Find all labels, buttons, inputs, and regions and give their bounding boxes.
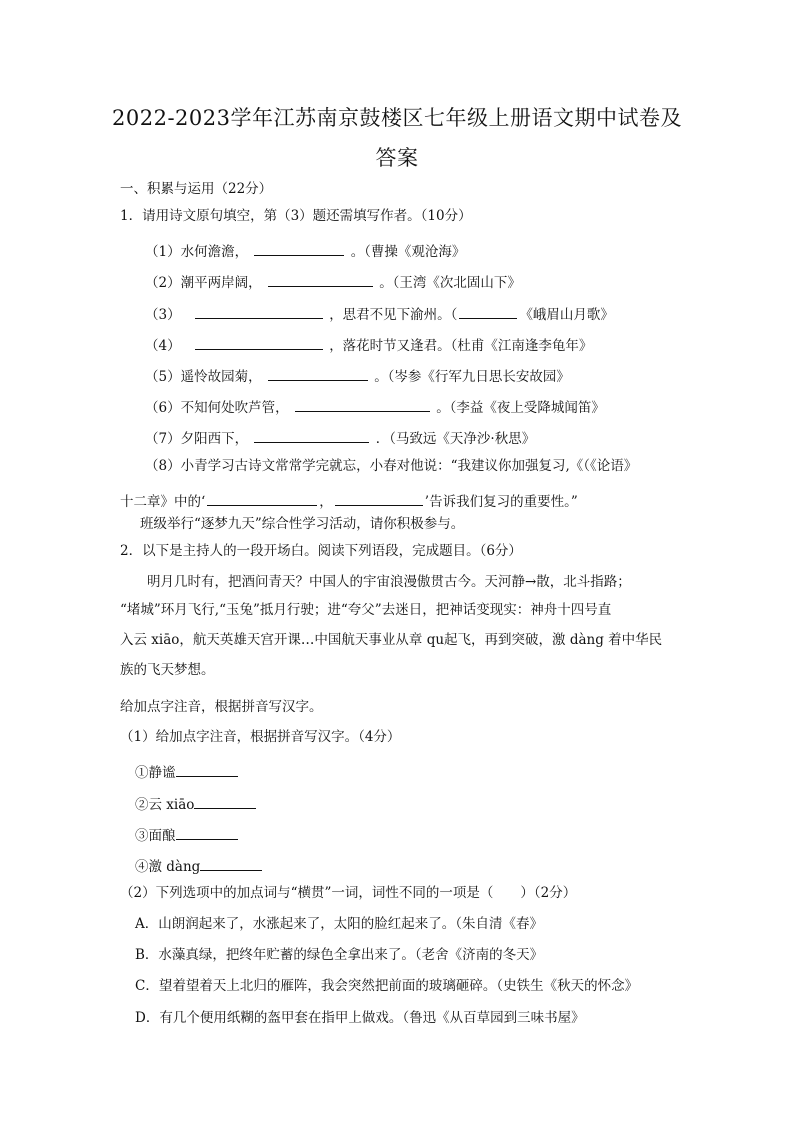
item-text: ④激 dàng: [135, 859, 201, 875]
answer-blank[interactable]: [195, 335, 323, 350]
section-heading: 一、积累与运用（22分）: [120, 181, 273, 197]
answer-blank[interactable]: [195, 304, 323, 319]
answer-blank[interactable]: [200, 856, 262, 871]
item-text-before: 夕阳西下，: [180, 431, 249, 447]
sub1-item-2: [135, 794, 256, 813]
item-number: （3）: [145, 307, 181, 323]
item-text: ’告诉我们复习的重要性。”: [424, 494, 578, 510]
item-text-after: 。（岑参《行军九日思长安故园》: [374, 369, 570, 385]
page-title: 2022-2023学年江苏南京鼓楼区七年级上册语文期中试卷及: [112, 106, 682, 130]
sub-question-1-stem: （1）给加点字注音，根据拼音写汉字。（4分）: [120, 729, 401, 745]
item-text-after: ，思君不见下渝州。（: [329, 307, 458, 323]
item-text: ，: [319, 494, 333, 510]
sub1-item-4: [135, 856, 262, 875]
option-a[interactable]: A．山朗润起来了，水涨起来了，太阳的脸红起来了。（朱自清《春》: [135, 916, 543, 932]
item-number: （6）: [145, 400, 181, 416]
q1-item-3: [145, 304, 614, 323]
item-text-before: 水何澹澹，: [180, 244, 249, 260]
passage-line-2: “堵城”环月飞行,“玉兔”抵月行驶；进“夸父”去迷日，把神话变现实：神舟十四号直: [120, 602, 612, 618]
q1-item-8-line2: [120, 491, 578, 510]
option-b[interactable]: B．水藻真绿，把终年贮蓄的绿色全拿出来了。（老舍《济南的冬天》: [135, 947, 544, 963]
item-text: 十二章》中的‘: [120, 494, 206, 510]
answer-blank[interactable]: [254, 241, 344, 256]
item-text: ③面酿: [135, 828, 176, 844]
instruction: 给加点字注音，根据拼音写汉字。: [120, 699, 323, 715]
q1-item-7: [145, 428, 535, 447]
question-2-stem: 2．以下是主持人的一段开场白。阅读下列语段，完成题目。（6分）: [120, 543, 522, 559]
item-number: （4）: [145, 338, 181, 354]
item-number: （2）: [145, 275, 181, 291]
item-text-after: ，落花时节又逢君。（杜甫《江南逢李龟年》: [329, 338, 593, 354]
answer-blank[interactable]: [207, 491, 317, 506]
q1-item-1: [145, 241, 465, 260]
q1-item-5: [145, 366, 570, 385]
sub1-item-1: [135, 762, 238, 781]
item-number: （7）: [145, 431, 181, 447]
question-1-stem: 1．请用诗文原句填空，第（3）题还需填写作者。（10分）: [120, 208, 472, 224]
item-text-before: 潮平两岸阔，: [180, 275, 262, 291]
passage-line-4: 族的飞天梦想。: [120, 662, 215, 678]
item-text-after: 。（李益《夜上受降城闻笛》: [436, 400, 605, 416]
q1-item-8-line1: （8）小青学习古诗文常常学完就忘，小春对他说：“我建议你加强复习,《（《论语》: [145, 458, 638, 474]
activity-intro: 班级举行“逐梦九天”综合性学习活动，请你积极参与。: [140, 516, 465, 532]
item-text-before: 不知何处吹芦管，: [180, 400, 289, 416]
q1-item-2: [145, 272, 521, 291]
passage-line-3: 入云 xiāo，航天英雄天宫开课…中国航天事业从章 qu起飞，再到突破，激 dàng 着中华民: [120, 632, 663, 648]
item-text: ②云 xiāo: [135, 797, 195, 813]
answer-blank[interactable]: [254, 428, 369, 443]
passage-line-1: 明月几时有，把酒问青天？中国人的宇宙浪漫傲贯古今。天河静→散，北斗指路；: [147, 574, 631, 590]
item-number: （1）: [145, 244, 181, 260]
q1-item-4: [145, 335, 592, 354]
answer-blank[interactable]: [335, 491, 423, 506]
item-text: ①静谧: [135, 765, 176, 781]
answer-blank[interactable]: [176, 825, 238, 840]
answer-blank[interactable]: [268, 272, 373, 287]
item-text-before: 遥怜故园菊，: [180, 369, 262, 385]
sub1-item-3: [135, 825, 238, 844]
item-text-after-2: 《峨眉山月歌》: [519, 307, 614, 323]
page-title-continued: 答案: [375, 146, 419, 170]
sub-question-2-stem: （2）下列选项中的加点词与“横贯”一词，词性不同的一项是（ ）（2分）: [120, 885, 577, 901]
item-text-after: 。（王湾《次北固山下》: [379, 275, 521, 291]
q1-item-6: [145, 397, 605, 416]
item-text-after: 。（曹操《观沧海》: [350, 244, 466, 260]
option-d[interactable]: D．有几个便用纸糊的盔甲套在指甲上做戏。（鲁迅《从百草园到三味书屋》: [135, 1010, 585, 1026]
option-c[interactable]: C．望着望着天上北归的雁阵，我会突然把前面的玻璃砸碎。（史铁生《秋天的怀念》: [135, 978, 639, 994]
item-number: （5）: [145, 369, 181, 385]
answer-blank[interactable]: [176, 762, 238, 777]
answer-blank[interactable]: [194, 794, 256, 809]
answer-blank[interactable]: [268, 366, 368, 381]
item-text-after: ．（马致远《天净沙·秋思》: [375, 431, 536, 447]
author-blank[interactable]: [459, 304, 517, 319]
answer-blank[interactable]: [295, 397, 430, 412]
